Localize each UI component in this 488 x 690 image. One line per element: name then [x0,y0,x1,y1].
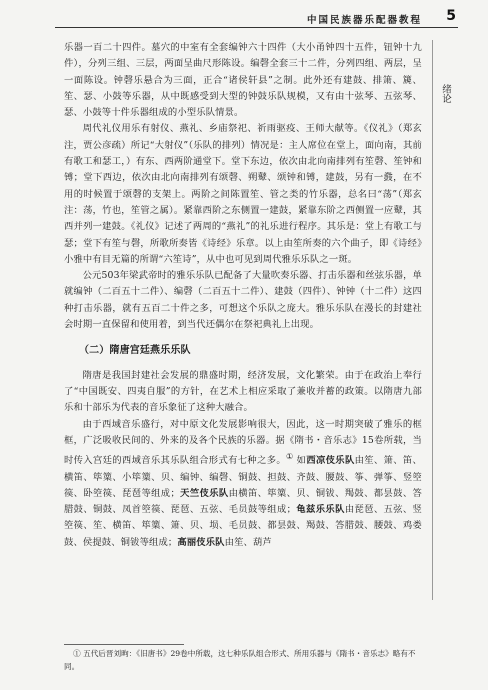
footnote-marker: ① [286,452,294,462]
page-number: 5 [446,8,456,24]
running-title: 中国民族器乐配器教程 [306,15,422,26]
paragraph-5-connector: 如 [293,455,307,467]
paragraph-2: 周代礼仪用乐有射仪、燕礼、乡庙祭祀、祈雨驱疫、王师大献等。《仪礼》（郑玄注，贾公彦疏）所记“大射仪”（乐队的排列）情况是：主人席位在堂上，面向南，其前有歌工和瑟工，）有东、西两阶通堂下。堂下东边，依次由北向南排列有笙磬、笙钟和镈；堂下西边，依次由北向南排列有颂磬、朔鼙、颂钟和镈，建鼓，另有一鼗，在不用的时候置于颂磬的支架上。两阶之间陈置笙、管之类的竹乐器，总名曰“荡”（郑玄注：荡，竹也，笙管之属）。紧靠西阶之东侧置一建鼓，紧靠东阶之西侧置一应鼙，其西并列一建鼓。《礼仪》记述了两周的“燕礼”的礼乐进行程序。其乐是：堂上有歌工与瑟；堂下有笙与磬，所歌所奏皆《诗经》乐章。以上由笙所奏的六个曲子，即《诗经》小雅中有目无篇的所谓“六笙诗”，从中也可见到周代雅乐乐队之一斑。 [64,123,422,265]
gaoli-text: 由笙、葫芦 [224,536,272,548]
guizi-label: 龟兹乐乐队 [296,504,345,516]
tianzhu-text: 由横笛、筚篥、贝、铜钹、羯鼓、都昙鼓、答腊鼓、铜鼓、凤首箜篌、琵琶、五弦、毛员鼓等组成； [64,487,422,516]
page-header [0,0,488,34]
paragraph-3: 公元503年梁武帝时的雅乐乐队已配备了大量吹奏乐器、打击乐器和丝弦乐器，单就编钟（二百五十二件）、编磬（二百五十二件）、建鼓（四件）、钟钟（十二件）这四种打击乐器，就有五百二十件之多，可想这个乐队之庞大。雅乐乐队在漫长的封建社会时期一直保留和使用着，到当代还偶尔在祭祀典礼上出现。 [64,270,422,331]
tianzhu-label: 天竺伎乐队 [179,487,229,499]
footnote: ① 五代后晋刘昫：《旧唐书》29卷中所载，这七种乐队组合形式、所用乐器与《隋书・音乐志》略有不同。 [64,649,416,671]
paragraph-5 [64,417,422,551]
chapter-side-tab: 绪论 [440,84,451,103]
footnote-rule [64,644,184,645]
paragraph-1: 乐器一百二十四件。墓穴的中室有全套编钟六十四件（大小甬钟四十五件，钮钟十九件），分列三组、三层，两面呈曲尺形陈设。编磬全套三十二件，分列四组、两层，呈一面陈设。钟磬乐悬合为三面，正合“诸侯轩县”之制。此外还有建鼓、排箫、篪、笙、瑟、小鼓等乐器，从中既感受到大型的钟鼓乐队规模，又有由十弦琴、五弦琴、瑟、小鼓等十件乐器组成的小型乐队情景。 [64,42,422,119]
gaoli-label: 高丽伎乐队 [177,536,225,548]
paragraph-5-lead: 由于西域音乐盛行，对中原文化发展影响很大，因此，这一时期突破了雅乐的框框，广泛吸收民间的、外来的及各个民族的乐器。据《隋书・音乐志》15卷所载，当时传入宫廷的西域音乐其乐队组合形式有七种之多。 [64,418,422,467]
guizi-text: 由琵琶、五弦、竖箜篌、笙、横笛、筚篥、箫、贝、埙、毛员鼓、都昙鼓、羯鼓、答腊鼓、腰鼓、鸡娄鼓、侯提鼓、铜钹等组成； [64,504,422,548]
paragraph-4: 隋唐是我国封建社会发展的鼎盛时期，经济发展，文化繁荣。由于在政治上奉行了“中国既安、四夷自服”的方针，在艺术上相应采取了兼收并蓄的政策。以隋唐九部乐和十部乐为代表的音乐象征了这种大融合。 [64,369,422,414]
side-rule [432,40,433,600]
section-heading: （二）隋唐宫廷燕乐乐队 [79,345,191,357]
xiliang-label: 西凉伎乐队 [306,455,355,467]
body-text [64,40,422,551]
header-rule [55,27,458,28]
xiliang-text: 由笙、箫、笛、横笛、筚篥、小筚篥、贝、编钟、编磬、铜鼓、担鼓、齐鼓、腰鼓、筝、弹筝、竖箜篌、卧箜篌、琵琶等组成； [64,455,422,499]
